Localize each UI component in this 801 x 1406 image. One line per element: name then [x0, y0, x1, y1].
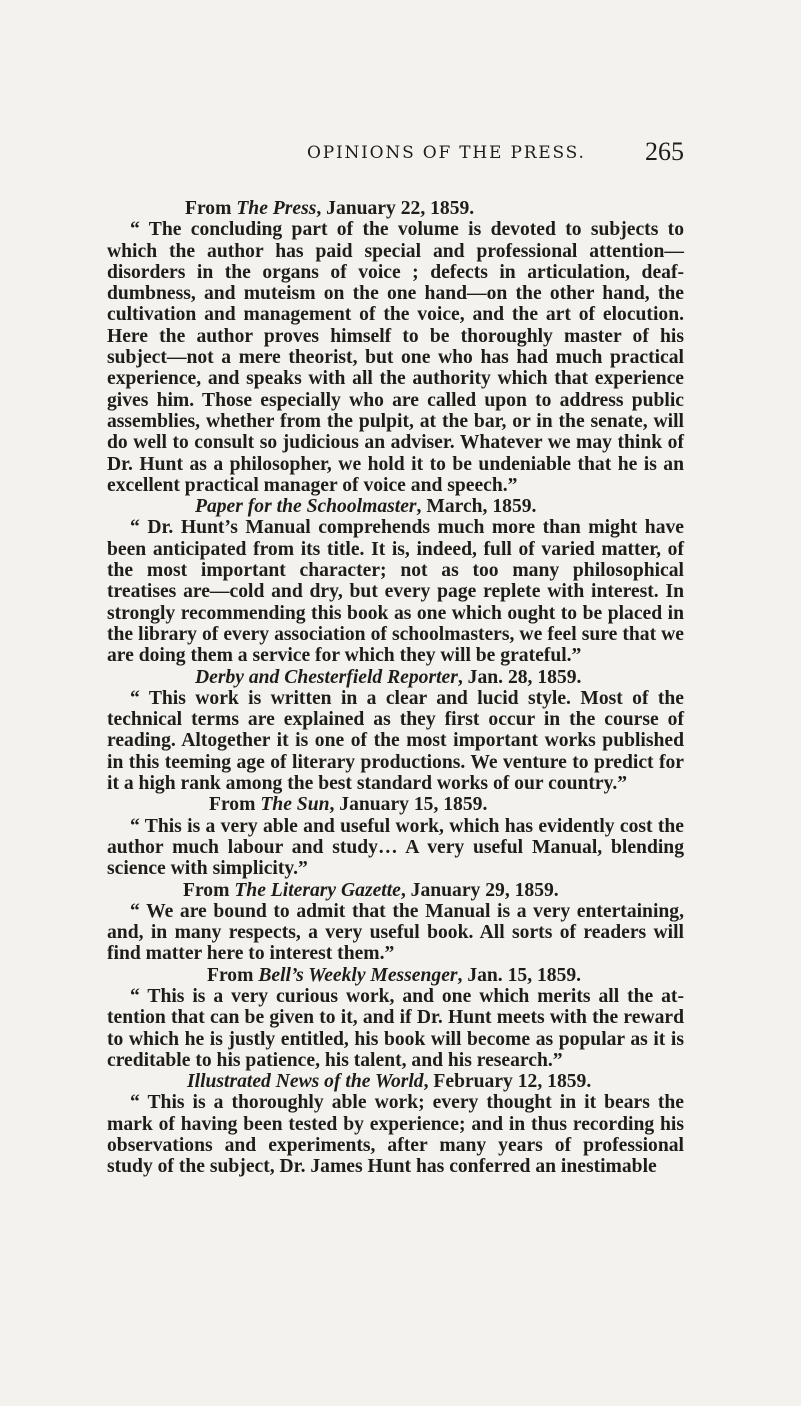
review-quote: “ The concluding part of the volume is devoted to subjects to which the author has paid special and professional attention— disorders in the organs of voice ; defects in articulation, deaf-dumbness, and muteism on the one hand—on the other hand, the cultivation and management of the voice, and the art of elocution. Here the author proves himself to be thoroughly master of his subject—not a mere theorist, but one who has had much practical experience, and speaks with all the authority which that experience gives him. Those especially who are called upon to address public assemblies, whether from the pulpit, at the bar, or in the senate, will do well to consult so judicious an adviser. Whatever we may think of Dr. Hunt as a philosopher, we hold it to be undeniable that he is an excellent practical manager of voice and speech.” — [107, 219, 684, 496]
review-the-sun — [107, 794, 684, 879]
publication-name: Derby and Chesterfield Reporter — [195, 666, 458, 688]
review-quote: “ We are bound to admit that the Manual is a very entertaining, and, in many respects, a very useful book. All sorts of readers will find matter here to interest them.” — [107, 900, 684, 965]
review-source: From The Literary Gazette, January 29, 1859. — [183, 879, 559, 901]
review-source: From The Press, January 22, 1859. — [185, 198, 475, 219]
review-illustrated-news-of-the-world — [107, 1071, 684, 1177]
publication-name: Bell’s Weekly Messenger — [258, 964, 458, 986]
page-number: 265 — [645, 137, 684, 166]
review-paper-for-the-schoolmaster — [107, 496, 684, 666]
review-source: Derby and Chesterfield Reporter, Jan. 28, 1859. — [195, 666, 582, 688]
publication-name: The Press — [236, 198, 317, 219]
review-source: From Bell’s Weekly Messenger, Jan. 15, 1859. — [207, 964, 582, 986]
publication-name: Paper for the Schoolmaster — [195, 496, 417, 518]
publication-name: The Literary Gazette — [234, 879, 401, 901]
review-quote: “ This is a very curious work, and one which merits all the attention that can be given to it, and if Dr. Hunt meets with the reward to which he is justly entitled, his book will become as popular as it is creditable to his patience, his talent, and his research.” — [107, 985, 684, 1071]
review-quote: “ Dr. Hunt’s Manual comprehends much more than might have been anticipated from its title. It is, indeed, full of varied matter, of the most important character; not as too many philosophical treatises are—cold and dry, but every page replete with interest. In strongly recommending this book as one which ought to be placed in the library of every association of schoolmasters, we feel sure that we are doing them a service for which they will be grateful.” — [107, 517, 684, 667]
review-source: Illustrated News of the World, February 12, 1859. — [187, 1071, 592, 1093]
review-quote: “ This is a thoroughly able work; every thought in it bears the mark of having been tested by experience; and in thus recording his observations and experiments, after many years of professional study of the subject, Dr. James Hunt has conferred an inestimable — [107, 1092, 684, 1178]
page-header — [107, 137, 684, 173]
review-source: From The Sun, January 15, 1859. — [209, 794, 488, 816]
review-bells-weekly-messenger — [107, 965, 684, 1071]
review-derby-and-chesterfield-reporter — [107, 667, 684, 795]
review-the-press — [107, 198, 684, 496]
review-literary-gazette — [107, 880, 684, 965]
publication-name: Illustrated News of the World — [187, 1071, 424, 1093]
review-quote: “ This is a very able and useful work, which has evidently cost the author much labour and study… A very useful Manual, blending science with simplicity.” — [107, 815, 684, 880]
publication-name: The Sun — [260, 794, 330, 816]
review-source: Paper for the Schoolmaster, March, 1859. — [195, 496, 537, 518]
running-head: OPINIONS OF THE PRESS. — [307, 143, 586, 163]
review-quote: “ This work is written in a clear and lucid style. Most of the technical terms are explained as they first occur in the course of reading. Altogether it is one of the most important works published in this teeming age of literary productions. We venture to predict for it a high rank among the best standard works of our country.” — [107, 687, 684, 795]
page-body — [107, 198, 684, 1178]
